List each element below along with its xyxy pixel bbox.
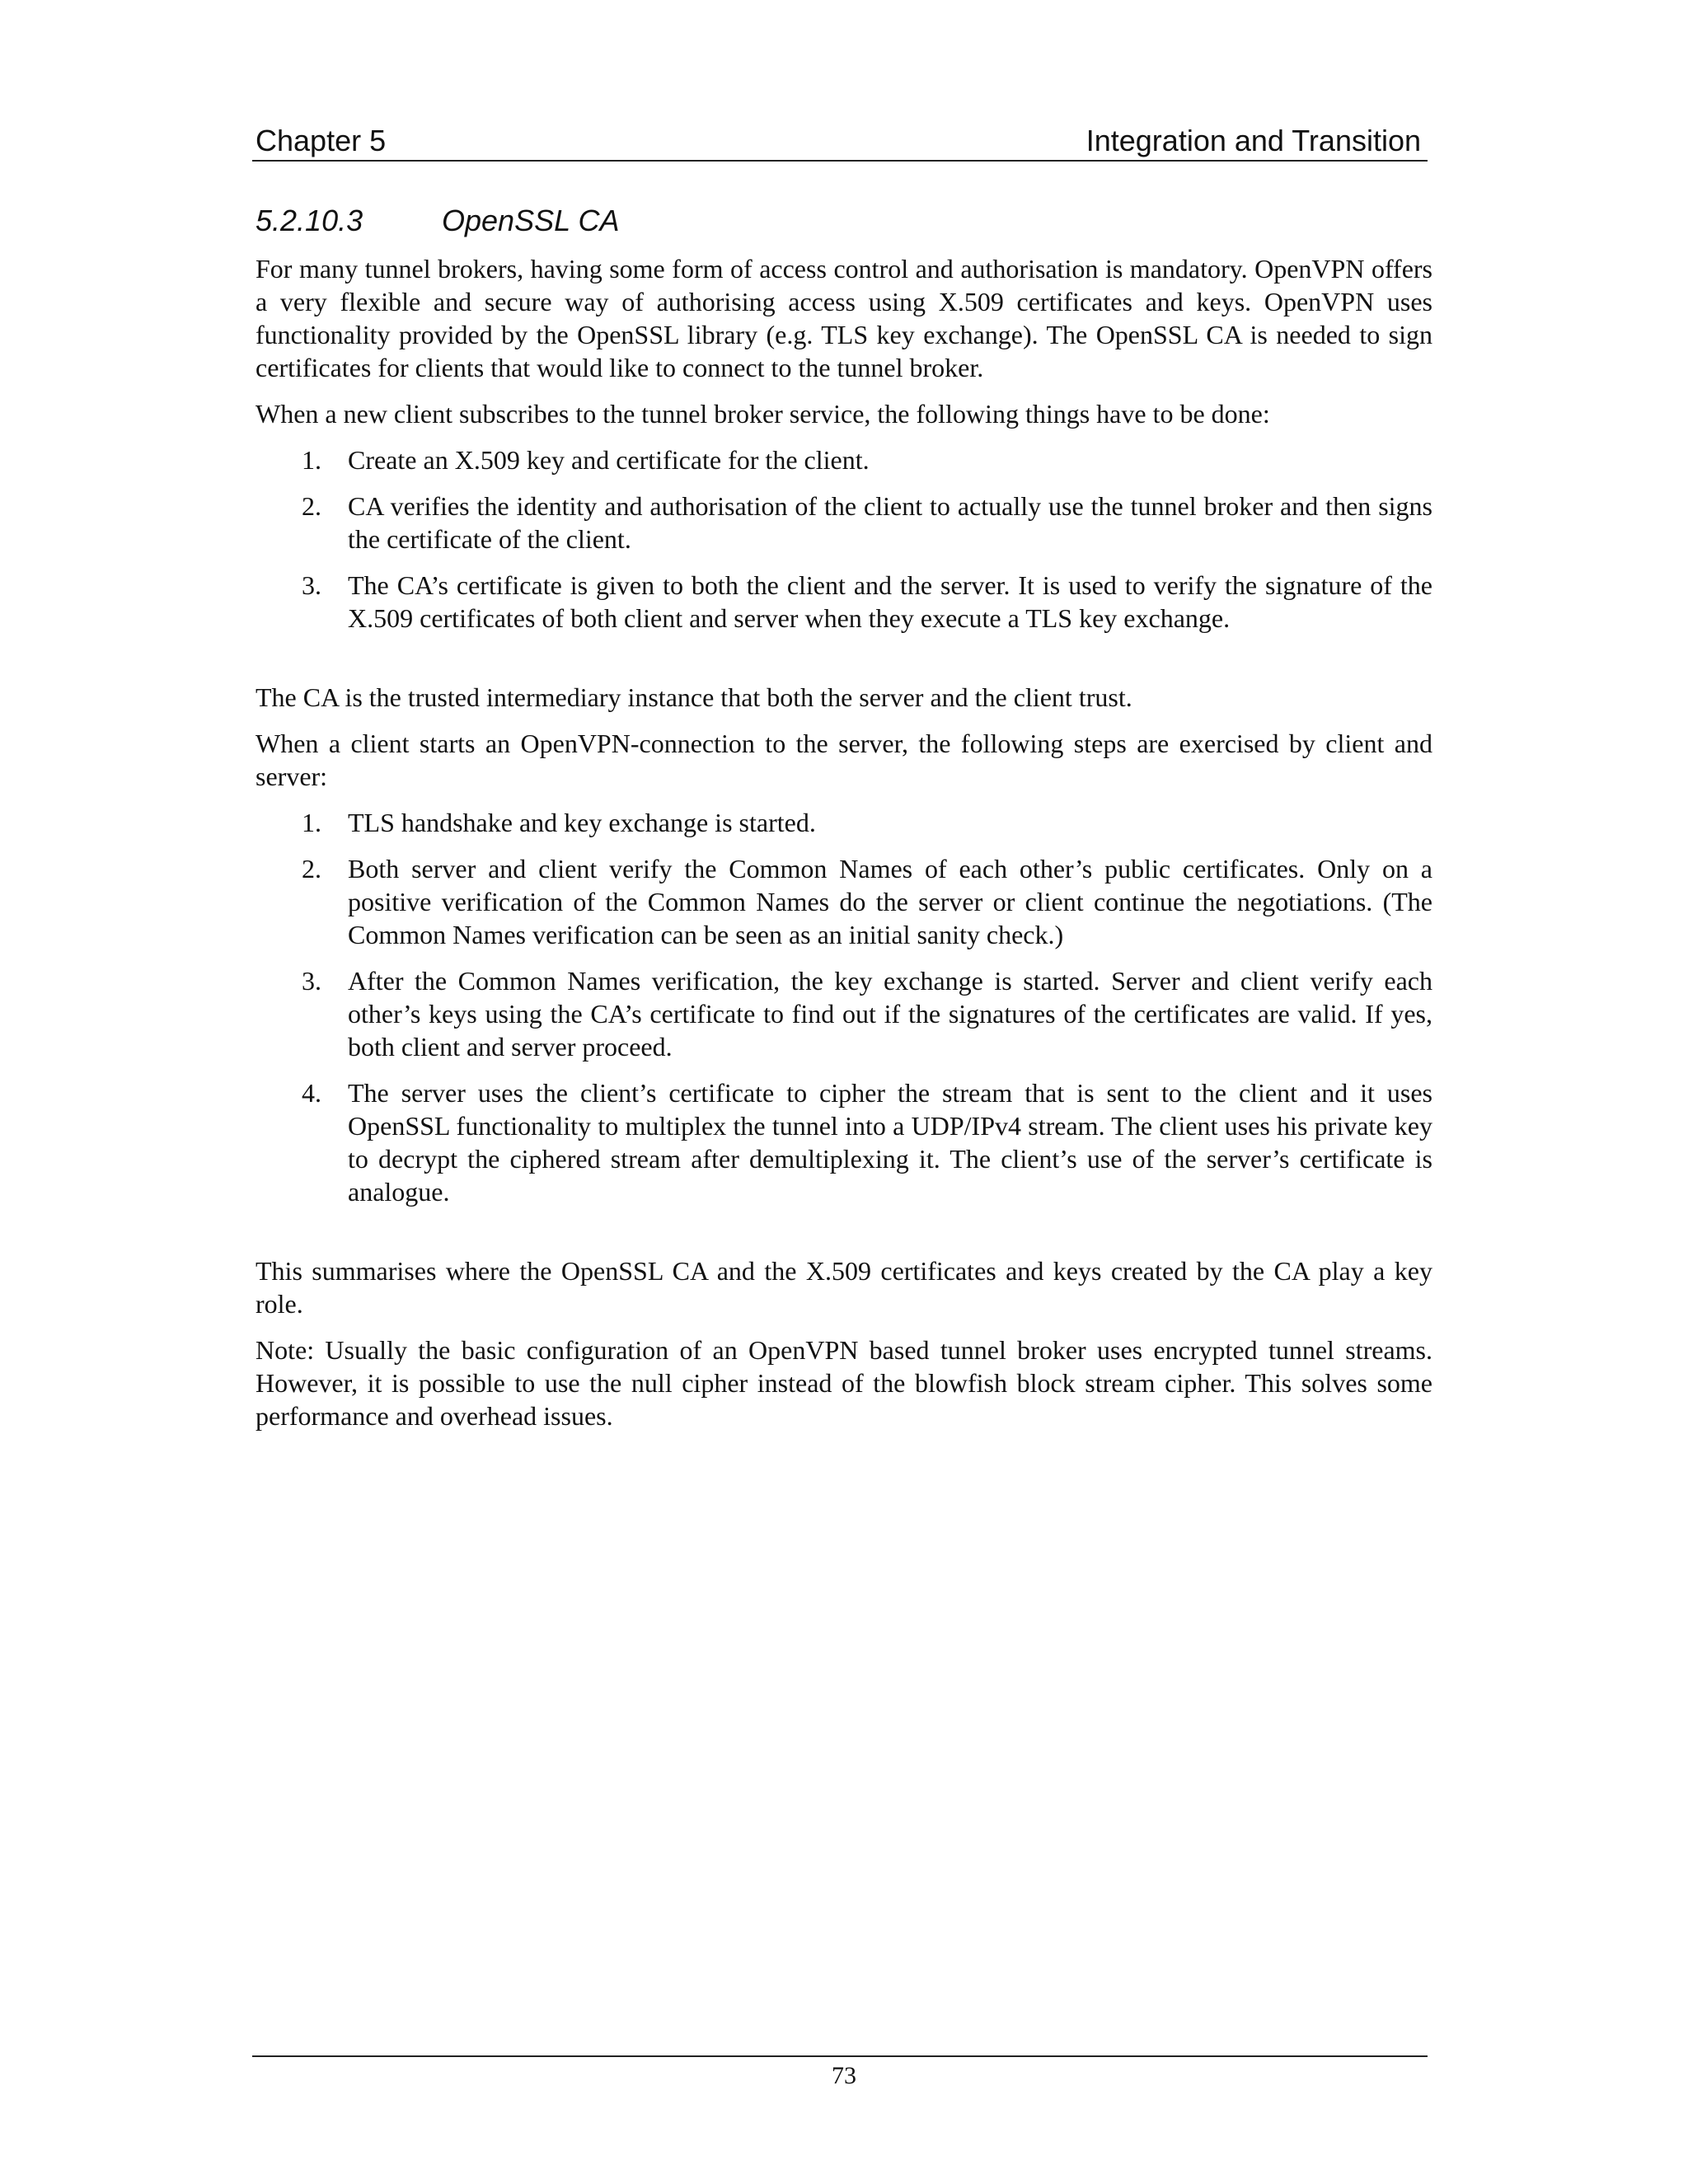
page-body bbox=[256, 201, 1432, 1446]
subscribe-steps-list bbox=[256, 443, 1432, 635]
list-item-text: The server uses the client’s certificate to cipher the stream that is sent to the client and it uses OpenSSL functionality to multiplex the tunnel into a UDP/IPv4 stream. The client uses his private key to decrypt the ciphered stream after demultiplexing it. The client’s use of the server’s certificate is analogue. bbox=[348, 1078, 1432, 1207]
section-title: OpenSSL CA bbox=[442, 204, 620, 237]
page-header bbox=[252, 122, 1428, 162]
list-marker: 3. bbox=[302, 966, 321, 996]
list-marker: 2. bbox=[302, 491, 321, 521]
section-heading bbox=[256, 201, 1432, 241]
list-item-text: CA verifies the identity and authorisation of the client to actually use the tunnel broker and then signs the certificate of the client. bbox=[348, 491, 1432, 554]
list-item bbox=[256, 490, 1432, 555]
intro-paragraph: For many tunnel brokers, having some form of access control and authorisation is mandatory. OpenVPN offers a very flexible and secure way of authorising access using X.509 certificates and keys. OpenVPN uses functionality provided by the OpenSSL library (e.g. TLS key exchange). The OpenSSL CA is needed to sign certificates for clients that would like to connect to the tunnel broker. bbox=[256, 254, 1432, 382]
list-item-text: Create an X.509 key and certificate for the client. bbox=[348, 445, 870, 475]
note-paragraph: Note: Usually the basic configuration of an OpenVPN based tunnel broker uses encrypted tunnel streams. However, it is possible to use the null cipher instead of the blowfish block stream cipher. This solves some performance and overhead issues. bbox=[256, 1335, 1432, 1431]
chapter-title: Integration and Transition bbox=[1085, 124, 1421, 157]
connect-steps-list bbox=[256, 806, 1432, 1208]
list-marker: 1. bbox=[302, 445, 321, 475]
list-marker: 4. bbox=[302, 1078, 321, 1108]
list-item bbox=[256, 1076, 1432, 1208]
section-number: 5.2.10.3 bbox=[256, 204, 363, 237]
connect-lead-paragraph: When a client starts an OpenVPN-connection to the server, the following steps are exercised by client and server: bbox=[256, 729, 1432, 791]
list-item bbox=[256, 964, 1432, 1063]
list-marker: 3. bbox=[302, 570, 321, 600]
list-item bbox=[256, 443, 1432, 476]
page-number: 73 bbox=[832, 2062, 856, 2089]
spacer bbox=[256, 648, 1432, 681]
list-marker: 2. bbox=[302, 854, 321, 883]
list-item bbox=[256, 569, 1432, 635]
footer-divider bbox=[252, 2055, 1428, 2057]
spacer bbox=[256, 1221, 1432, 1254]
list-item-text: The CA’s certificate is given to both the client and the server. It is used to verify the signature of the X.509 certificates of both client and server when they execute a TLS key exchange. bbox=[348, 570, 1432, 633]
subscribe-lead-paragraph: When a new client subscribes to the tunnel broker service, the following things have to be done: bbox=[256, 399, 1270, 429]
list-item bbox=[256, 806, 1432, 839]
list-item-text: TLS handshake and key exchange is started. bbox=[348, 808, 816, 837]
list-item-text: After the Common Names verification, the key exchange is started. Server and client verify each other’s keys using the CA’s certificate to find out if the signatures of the certificates are valid. If yes, both client and server proceed. bbox=[348, 966, 1432, 1062]
summary-paragraph: This summarises where the OpenSSL CA and the X.509 certificates and keys created by the CA play a key role. bbox=[256, 1256, 1432, 1319]
chapter-label: Chapter 5 bbox=[256, 124, 387, 157]
list-item-text: Both server and client verify the Common Names of each other’s public certificates. Only on a positive verification of the Common Names do the server or client continue the negotiations. (The Common Names verification can be seen as an initial sanity check.) bbox=[348, 854, 1432, 949]
list-marker: 1. bbox=[302, 808, 321, 837]
trusted-paragraph: The CA is the trusted intermediary instance that both the server and the client trust. bbox=[256, 682, 1132, 712]
list-item bbox=[256, 852, 1432, 951]
